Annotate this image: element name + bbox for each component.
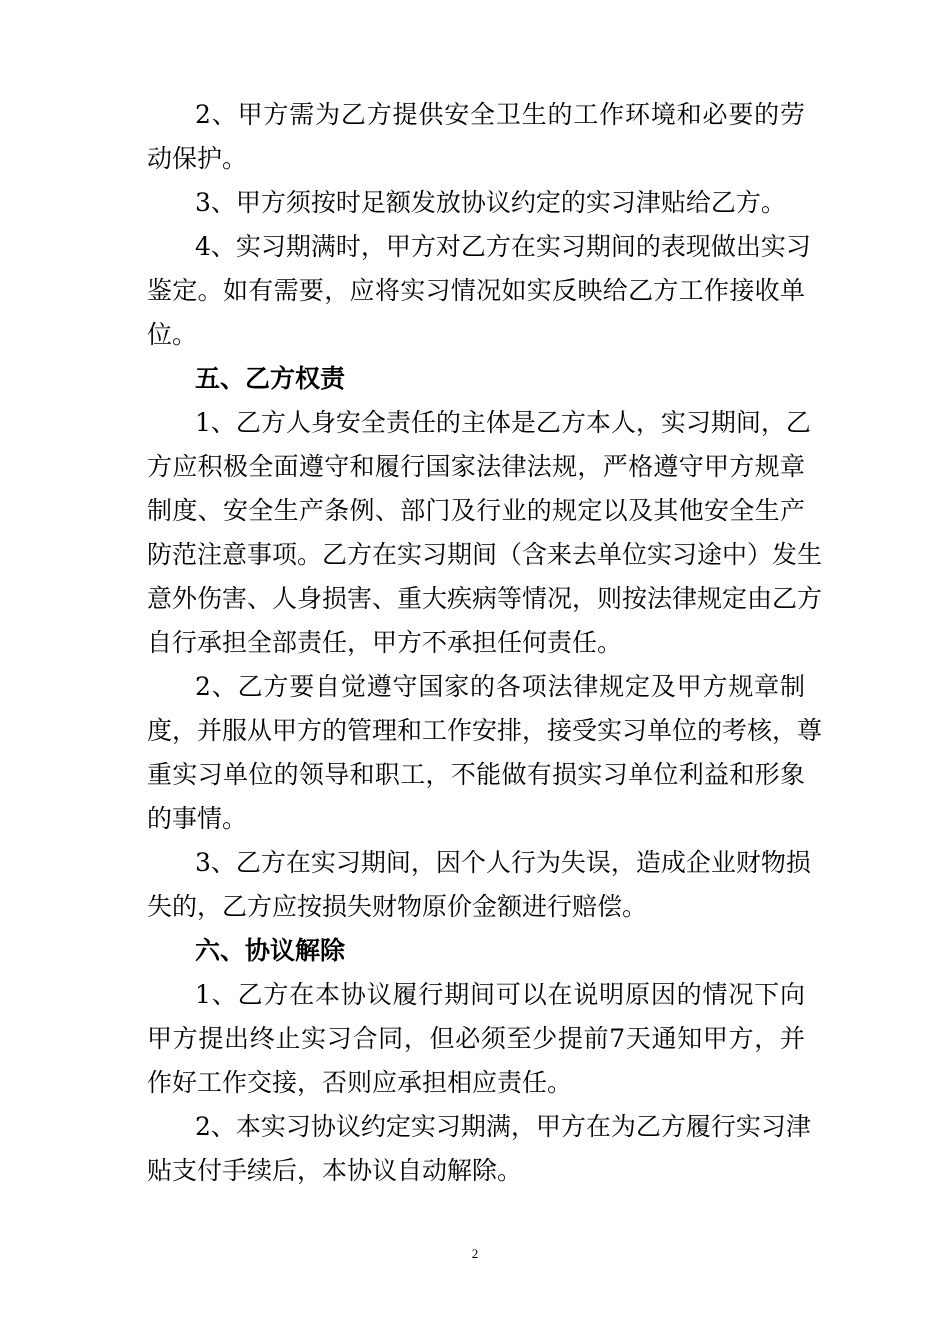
text-line: 六、协议解除: [195, 936, 346, 965]
text-line: 3、乙方在实习期间，因个人行为失误，造成企业财物损: [195, 848, 811, 877]
text-line: 防范注意事项。乙方在实习期间（含来去单位实习途中）发生: [147, 540, 823, 569]
paragraph: [147, 1105, 811, 1193]
text-line: 作好工作交接，否则应承担相应责任。: [147, 1068, 573, 1097]
text-line: 2、本实习协议约定实习期满，甲方在为乙方履行实习津: [195, 1112, 811, 1141]
text-line: 重实习单位的领导和职工，不能做有损实习单位利益和形象: [147, 760, 805, 789]
text-line: 4、实习期满时，甲方对乙方在实习期间的表现做出实习: [195, 232, 811, 261]
text-line: 3、甲方须按时足额发放协议约定的实习津贴给乙方。: [195, 188, 786, 217]
paragraph: [147, 665, 823, 841]
text-line: 制度、安全生产条例、部门及行业的规定以及其他安全生产: [147, 496, 805, 525]
text-line: 2、甲方需为乙方提供安全卫生的工作环境和必要的劳: [195, 100, 805, 129]
text-line: 甲方提出终止实习合同，但必须至少提前7天通知甲方，并: [147, 1024, 805, 1053]
text-line: 1、乙方人身安全责任的主体是乙方本人，实习期间，乙: [195, 408, 811, 437]
text-line: 方应积极全面遵守和履行国家法律法规，严格遵守甲方规章: [147, 452, 805, 481]
text-line: 度，并服从甲方的管理和工作安排，接受实习单位的考核，尊: [147, 716, 823, 745]
text-line: 的事情。: [147, 804, 248, 833]
paragraph: [147, 181, 805, 225]
paragraph: [147, 401, 823, 665]
text-line: 自行承担全部责任，甲方不承担任何责任。: [147, 628, 623, 657]
text-line: 2、乙方要自觉遵守国家的各项法律规定及甲方规章制: [195, 672, 805, 701]
section-heading: [147, 357, 805, 401]
paragraph: [147, 973, 805, 1105]
text-line: 贴支付手续后，本协议自动解除。: [147, 1156, 523, 1185]
text-line: 失的，乙方应按损失财物原价金额进行赔偿。: [147, 892, 648, 921]
document-body: [147, 93, 823, 1193]
text-line: 动保护。: [147, 144, 248, 173]
paragraph: [147, 841, 811, 929]
text-line: 意外伤害、人身损害、重大疾病等情况，则按法律规定由乙方: [147, 584, 823, 613]
text-line: 鉴定。如有需要，应将实习情况如实反映给乙方工作接收单: [147, 276, 805, 305]
paragraph: [147, 93, 805, 181]
text-line: 五、乙方权责: [195, 364, 346, 393]
paragraph: [147, 225, 811, 357]
page-number: 2: [471, 1246, 479, 1261]
text-line: 位。: [147, 320, 198, 349]
text-line: 1、乙方在本协议履行期间可以在说明原因的情况下向: [195, 980, 805, 1009]
section-heading: [147, 929, 805, 973]
